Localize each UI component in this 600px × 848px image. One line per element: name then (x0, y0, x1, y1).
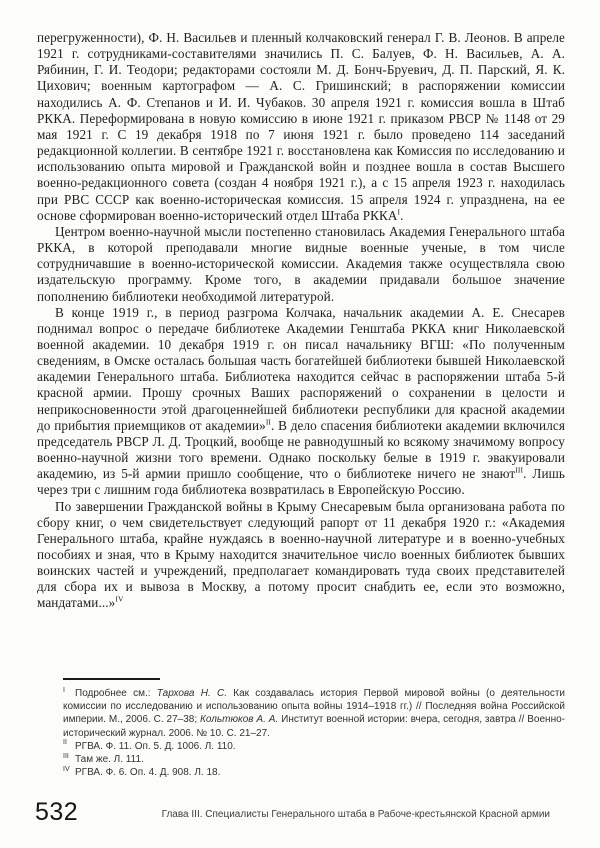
text-run: По завершении Гражданской войны в Крыму Снесаревым была организована работа по сбору книг, о чем свидетельствует следующий рапорт от 11 декабря 1920 г.: «Академия Генерального штаба, крайне нуждаясь в военно-научной литературе и в военно-учебных пособиях и зная, что в Крыму находится значительное число военных библиотек бывших воинских частей и учреждений, предполагает командировать туда своих представителей для сбора их и вывоза в Москву, а потому просит снабдить ее, если это возможно, мандатами...» (37, 498, 565, 611)
text-run: . Лишь через три с лишним года библиотека возвратилась в Европейскую Россию. (37, 466, 565, 498)
footnote: $^I$ Подробнее см.: Тархова Н. С. Как создавалась история Первой мировой войны (о деятельности комиссии по исследованию и использованию опыта войны 1914–1918 гг.) // Последняя война Российской империи. М., 2006. С. 27–38; Кольтюков А. А. Институт военной истории: вчера, сегодня, завтра // Военно-исторический журнал. 2006. № 10. С. 21–27. (63, 686, 565, 739)
footnote-reference-marker: III (515, 465, 524, 475)
footnote: $^{IV}$ РГВА. Ф. 6. Оп. 4. Д. 908. Л. 18. (63, 765, 221, 779)
text-run: РГВА. Ф. 6. Оп. 4. Д. 908. Л. 18. (75, 767, 221, 779)
italic-author-name: Тархова Н. С. (156, 688, 227, 699)
body-text (37, 30, 565, 612)
text-run: . В дело спасения библиотеки академии включился председатель РВСР Л. Д. Троцкий, вообще не равнодушный ко всякому значимому вопросу военно-научной жизни того времени. Однако поскольку белые в 1919 г. эвакуировали академию, из 5-й армии пришло сообщение, что о библиотеке ничего не знают (37, 417, 565, 482)
footnote-reference-marker: II (265, 417, 272, 427)
text-run: Там же. Л. 111. (75, 754, 144, 766)
paragraph (37, 305, 565, 499)
italic-author-name: Кольтюков А. А. (200, 714, 279, 726)
text-run: Как создавалась история Первой мировой войны (о деятельности комиссии по исследованию и использованию опыта войны 1914–1918 гг.) // Последняя война Российской империи. М., 2006. С. 27–38; (63, 688, 565, 726)
text-run: . (400, 207, 404, 223)
paragraph (37, 499, 565, 612)
text-run: В конце 1919 г., в период разгрома Колчака, начальник академии А. Е. Снесарев поднимал вопрос о передаче библиотеке Академии Генштаба РККА книг Николаевской военной академии. 10 декабря 1919 г. он писал начальнику ВГШ: «По полученным сведениям, в Омске осталась большая часть богатейшей библиотеки бывшей Николаевской академии Генерального штаба. Библиотека находится сейчас в распоряжении штаба 5-й красной армии. Прошу срочных Ваших распоряжений о сохранении в целости и неприкосновенности этой драгоценнейшей библиотеки республики для красной академии до прибытия приемщиков от академии» (37, 304, 565, 433)
footnote: $^{II}$ РГВА. Ф. 11. Оп. 5. Д. 1006. Л. 110. (63, 739, 236, 752)
text-run: РГВА. Ф. 11. Оп. 5. Д. 1006. Л. 110. (75, 740, 236, 752)
text-run: Подробнее см.: (75, 688, 157, 699)
footnotes-list (63, 687, 565, 779)
footnote: $^{III}$ Там же. Л. 111. (63, 752, 144, 766)
footnotes-section (63, 678, 565, 779)
paragraph (37, 224, 565, 305)
text-run: Институт военной истории: вчера, сегодня, завтра // Военно-исторический журнал. 2006. № 10. С. 21–27. (63, 714, 565, 739)
page-footer (35, 798, 550, 832)
footnote-reference-marker: I (397, 207, 401, 217)
running-title: Глава III. Специалисты Генерального штаба в Рабоче-крестьянской Красной армии (161, 809, 550, 820)
page-number: 532 (35, 798, 79, 826)
paragraph (37, 30, 565, 224)
text-run: перегруженности), Ф. Н. Васильев и пленный колчаковский генерал Г. В. Леонов. В апреле 1921 г. сотрудниками-составителями значились П. С. Балуев, Ф. Н. Васильев, А. А. Рябинин, Г. И. Теодори; редакторами состояли М. Д. Бонч-Бруевич, Д. П. Парский, Я. К. Цихович; военным картографом — А. С. Гришинский; в распоряжении комиссии находились А. Ф. Степанов и И. И. Чубаков. 30 апреля 1921 г. комиссия вошла в Штаб РККА. Переформирована в новую комиссию в июне 1921 г. приказом РВСР № 1148 от 29 мая 1921 г. С 19 декабря 1918 по 7 июня 1921 г. было проведено 114 заседаний редакционной коллегии. В сентябре 1921 г. восстановлена как Комиссия по исследованию и использованию опыта мировой и Гражданской войн и позднее вошла в состав Высшего военно-редакционного совета (создан 4 ноября 1921 г.), а с 15 апреля 1923 г. находилась при РВС СССР как военно-историческая комиссия. 15 апреля 1924 г. упразднена, на ее основе сформирован военно-исторический отдел Штаба РККА (37, 30, 565, 223)
footnote-reference-marker: IV (115, 595, 124, 605)
footnote-separator (63, 678, 160, 680)
text-run: Центром военно-научной мысли постепенно становилась Академия Генерального штаба РККА, в которой преподавали многие видные военные ученые, в том числе сотрудничавшие в военно-исторической комиссии. Академия также осуществляла свою издательскую программу. Кроме того, в академии придавали большое значение пополнению библиотеки необходимой литературой. (37, 223, 565, 304)
